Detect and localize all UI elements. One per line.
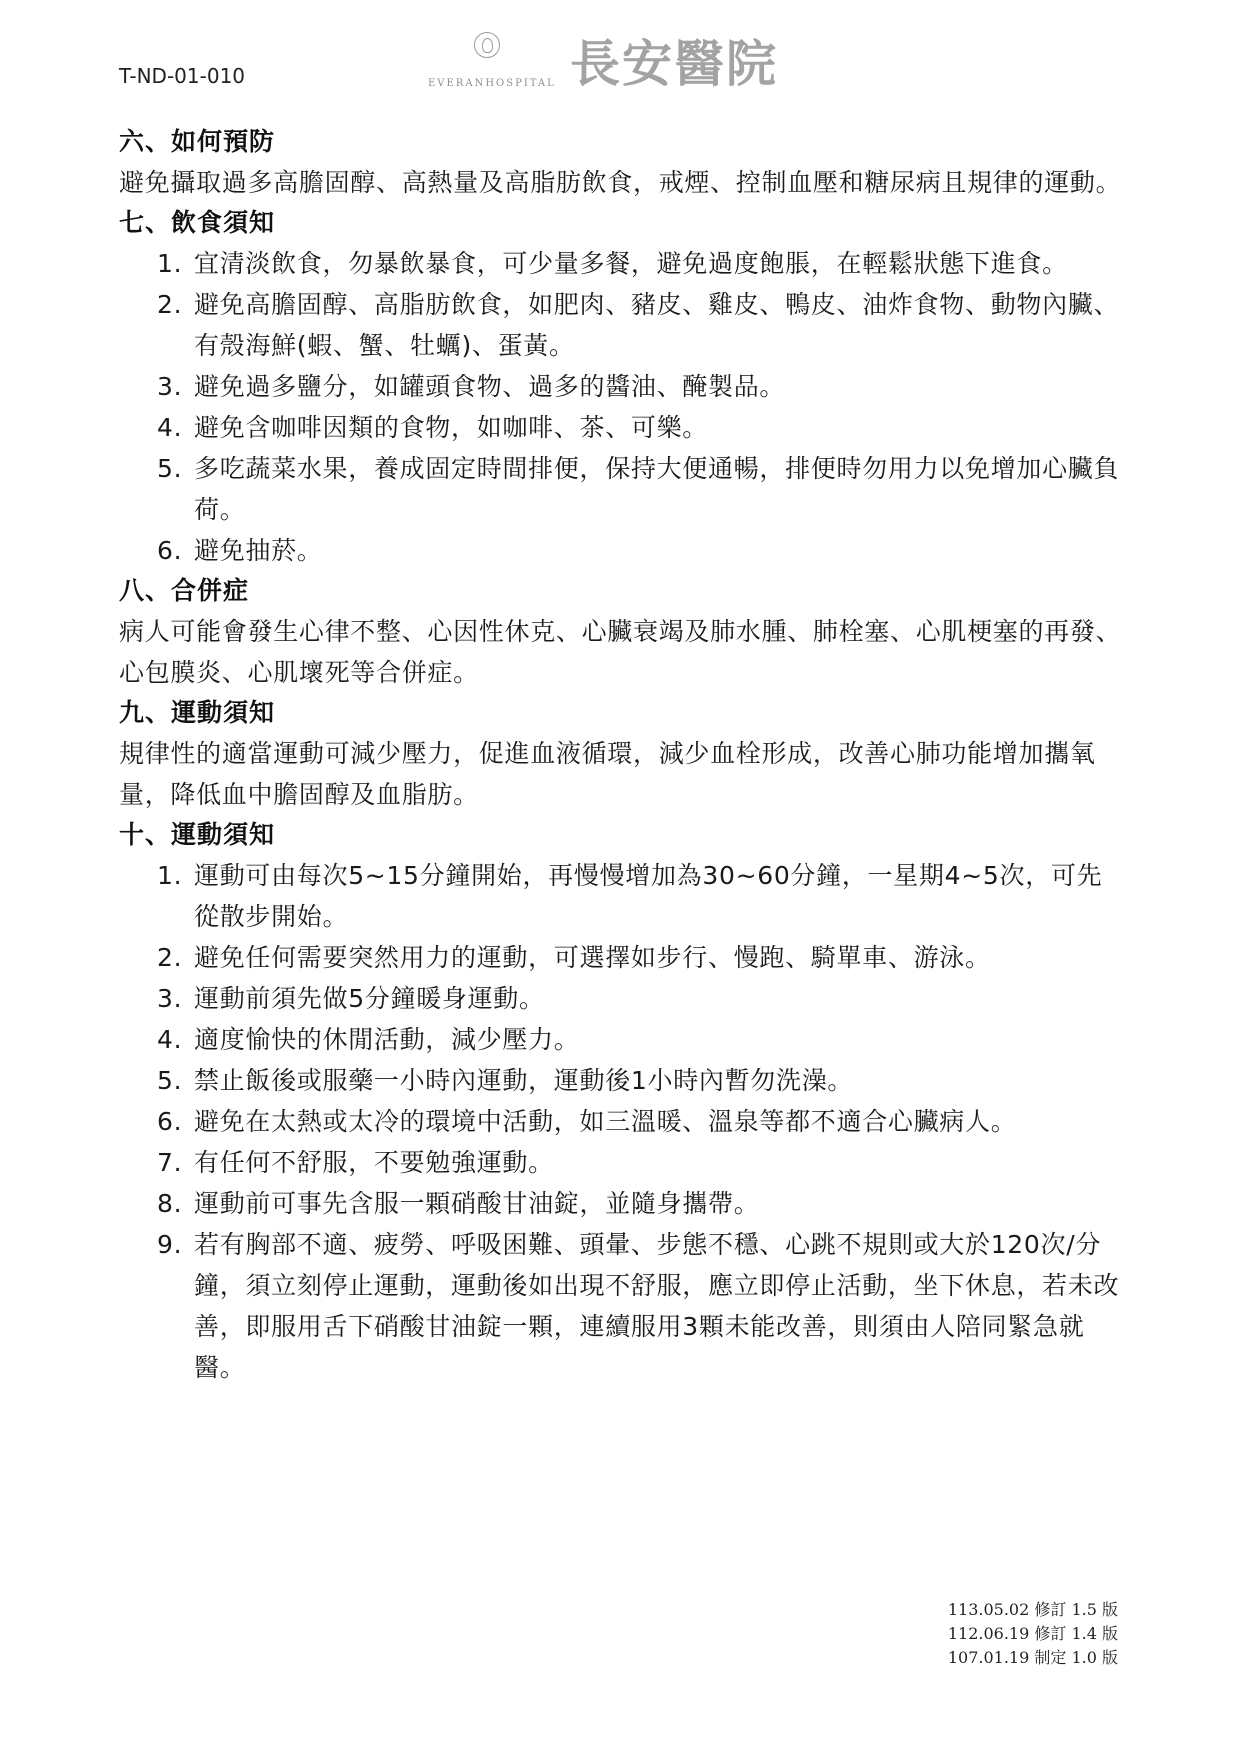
list-text: 運動前須先做5分鐘暖身運動。 <box>194 984 545 1013</box>
exercise-list <box>119 855 1124 1388</box>
list-text: 若有胸部不適、疲勞、呼吸困難、頭暈、步態不穩、心跳不規則或大於120次/分鐘，須立刻停止運動，運動後如出現不舒服，應立即停止活動，坐下休息，若未改善，即服用舌下硝酸甘油錠一顆，連續服用3顆未能改善，則須由人陪同緊急就醫。 <box>194 1230 1120 1382</box>
list-item <box>119 284 1124 366</box>
list-text: 運動前可事先含服一顆硝酸甘油錠，並隨身攜帶。 <box>194 1189 760 1218</box>
list-text: 宜清淡飲食，勿暴飲暴食，可少量多餐，避免過度飽脹，在輕鬆狀態下進食。 <box>194 249 1068 278</box>
section-heading: 八、合併症 <box>119 576 250 605</box>
list-number: 2. <box>157 290 183 319</box>
list-number: 1. <box>157 861 183 890</box>
list-item <box>119 448 1124 530</box>
list-item <box>119 1101 1124 1142</box>
revision-history <box>948 1598 1118 1670</box>
list-item <box>119 243 1124 284</box>
section-exercise-intro <box>119 693 1124 815</box>
list-item <box>119 1019 1124 1060</box>
section-paragraph: 病人可能會發生心律不整、心因性休克、心臟衰竭及肺水腫、肺栓塞、心肌梗塞的再發、心包膜炎、心肌壞死等合併症。 <box>119 617 1122 687</box>
list-text: 有任何不舒服，不要勉強運動。 <box>194 1148 554 1177</box>
list-number: 6. <box>157 1107 183 1136</box>
list-item <box>119 366 1124 407</box>
section-paragraph: 規律性的適當運動可減少壓力，促進血液循環，減少血栓形成，改善心肺功能增加攜氧量，降低血中膽固醇及血脂肪。 <box>119 739 1096 809</box>
list-item <box>119 1060 1124 1101</box>
section-paragraph: 避免攝取過多高膽固醇、高熱量及高脂肪飲食，戒煙、控制血壓和糖尿病且規律的運動。 <box>119 168 1122 197</box>
list-number: 9. <box>157 1230 183 1259</box>
logo-chinese-name: 長安醫院 <box>570 34 778 93</box>
list-text: 避免任何需要突然用力的運動，可選擇如步行、慢跑、騎單車、游泳。 <box>194 943 991 972</box>
list-text: 禁止飯後或服藥一小時內運動，運動後1小時內暫勿洗澡。 <box>194 1066 854 1095</box>
list-item <box>119 407 1124 448</box>
revision-line: 113.05.02 修訂 1.5 版 <box>947 1600 1118 1619</box>
section-heading: 六、如何預防 <box>119 127 276 156</box>
list-item <box>119 978 1124 1019</box>
list-text: 運動可由每次5~15分鐘開始，再慢慢增加為30~60分鐘，一星期4~5次，可先從散步開始。 <box>194 861 1103 931</box>
hospital-emblem-icon <box>474 32 500 58</box>
revision-line: 107.01.19 制定 1.0 版 <box>947 1648 1118 1667</box>
list-text: 適度愉快的休閒活動，減少壓力。 <box>194 1025 580 1054</box>
list-number: 3. <box>157 372 183 401</box>
list-item <box>119 937 1124 978</box>
list-number: 4. <box>157 1025 183 1054</box>
list-text: 避免抽菸。 <box>194 536 323 565</box>
section-heading: 九、運動須知 <box>119 698 276 727</box>
list-item <box>119 1224 1124 1388</box>
list-item <box>119 1183 1124 1224</box>
section-heading: 十、運動須知 <box>119 820 276 849</box>
list-item <box>119 530 1124 571</box>
logo-english-name: EVERANHOSPITAL <box>428 78 556 89</box>
document-code: T-ND-01-010 <box>119 64 246 88</box>
list-item <box>119 855 1124 937</box>
list-number: 2. <box>157 943 183 972</box>
list-number: 6. <box>157 536 183 565</box>
section-heading: 七、飲食須知 <box>119 208 276 237</box>
diet-list <box>119 243 1124 571</box>
document-body <box>119 122 1124 1388</box>
list-text: 多吃蔬菜水果，養成固定時間排便，保持大便通暢，排便時勿用力以免增加心臟負荷。 <box>194 454 1120 524</box>
section-diet <box>119 203 1124 571</box>
section-exercise-rules <box>119 815 1124 1388</box>
list-number: 3. <box>157 984 183 1013</box>
list-number: 5. <box>157 1066 183 1095</box>
list-text: 避免過多鹽分，如罐頭食物、過多的醬油、醃製品。 <box>194 372 786 401</box>
section-complications <box>119 571 1124 693</box>
section-prevention <box>119 122 1124 203</box>
hospital-logo <box>428 28 828 92</box>
revision-line: 112.06.19 修訂 1.4 版 <box>947 1624 1118 1643</box>
list-text: 避免在太熱或太冷的環境中活動，如三溫暖、溫泉等都不適合心臟病人。 <box>194 1107 1017 1136</box>
list-number: 1. <box>157 249 183 278</box>
list-number: 7. <box>157 1148 183 1177</box>
list-text: 避免高膽固醇、高脂肪飲食，如肥肉、豬皮、雞皮、鴨皮、油炸食物、動物內臟、有殼海鮮(蝦、蟹、牡蠣)、蛋黃。 <box>194 290 1120 360</box>
list-item <box>119 1142 1124 1183</box>
list-number: 5. <box>157 454 183 483</box>
list-number: 8. <box>157 1189 183 1218</box>
list-text: 避免含咖啡因類的食物，如咖啡、茶、可樂。 <box>194 413 709 442</box>
list-number: 4. <box>157 413 183 442</box>
